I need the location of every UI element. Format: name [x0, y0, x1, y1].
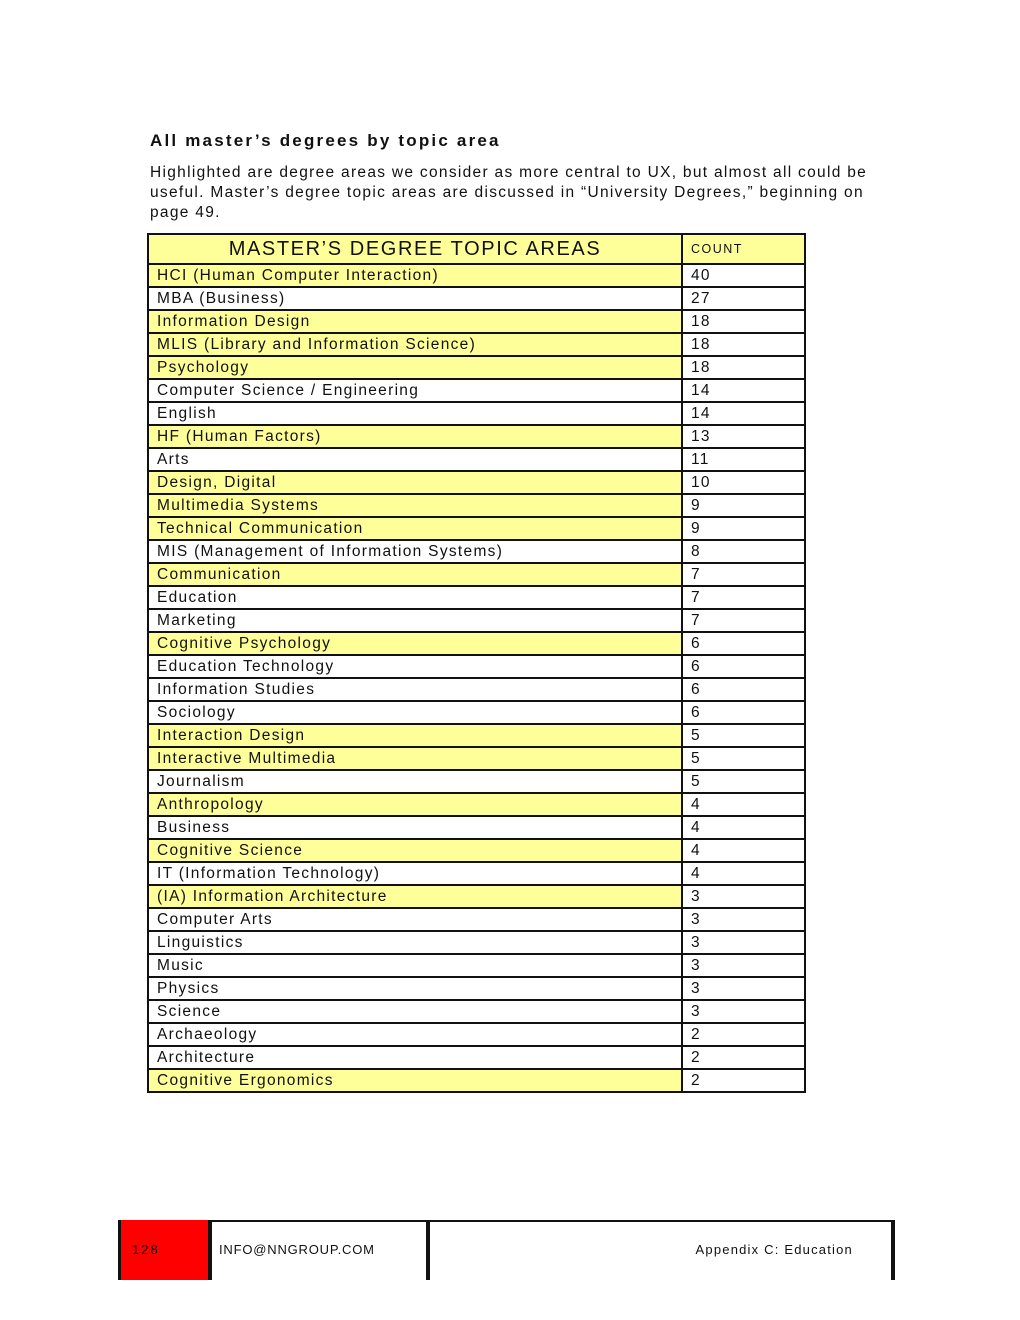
topic-cell: HCI (Human Computer Interaction)	[148, 264, 682, 287]
topic-cell: IT (Information Technology)	[148, 862, 682, 885]
topic-cell: Arts	[148, 448, 682, 471]
table-row	[148, 379, 805, 402]
count-cell: 3	[682, 1000, 805, 1023]
topic-cell: Design, Digital	[148, 471, 682, 494]
footer-divider	[426, 1220, 430, 1280]
table-row	[148, 908, 805, 931]
table-row	[148, 563, 805, 586]
topic-cell: Science	[148, 1000, 682, 1023]
table-row	[148, 540, 805, 563]
count-cell: 6	[682, 701, 805, 724]
topic-cell: Marketing	[148, 609, 682, 632]
topic-cell: Education Technology	[148, 655, 682, 678]
table-row	[148, 747, 805, 770]
topic-cell: Architecture	[148, 1046, 682, 1069]
degree-topics-table	[147, 233, 806, 1093]
topic-cell: Cognitive Science	[148, 839, 682, 862]
table-row	[148, 310, 805, 333]
table-row	[148, 586, 805, 609]
count-cell: 2	[682, 1069, 805, 1092]
table-row	[148, 356, 805, 379]
table-row	[148, 655, 805, 678]
topic-cell: Interactive Multimedia	[148, 747, 682, 770]
table-row	[148, 816, 805, 839]
count-cell: 13	[682, 425, 805, 448]
topic-cell: Cognitive Psychology	[148, 632, 682, 655]
page-number-block	[118, 1220, 210, 1280]
topic-cell: Linguistics	[148, 931, 682, 954]
page-footer	[118, 1220, 895, 1280]
section-heading: All master’s degrees by topic area	[150, 131, 501, 150]
topic-cell: Information Studies	[148, 678, 682, 701]
table-row	[148, 1046, 805, 1069]
footer-email: INFO@NNGROUP.COM	[219, 1242, 375, 1257]
count-cell: 7	[682, 563, 805, 586]
topic-cell: Music	[148, 954, 682, 977]
count-cell: 6	[682, 655, 805, 678]
count-cell: 40	[682, 264, 805, 287]
table-row	[148, 678, 805, 701]
count-cell: 3	[682, 931, 805, 954]
count-cell: 3	[682, 908, 805, 931]
topic-cell: (IA) Information Architecture	[148, 885, 682, 908]
table-row	[148, 448, 805, 471]
table-row	[148, 1000, 805, 1023]
header-topic: MASTER’S DEGREE TOPIC AREAS	[148, 234, 682, 264]
topic-cell: English	[148, 402, 682, 425]
table-row	[148, 954, 805, 977]
table-row	[148, 333, 805, 356]
topic-cell: MLIS (Library and Information Science)	[148, 333, 682, 356]
topic-cell: Interaction Design	[148, 724, 682, 747]
count-cell: 6	[682, 678, 805, 701]
table-row	[148, 1023, 805, 1046]
topic-cell: Journalism	[148, 770, 682, 793]
count-cell: 8	[682, 540, 805, 563]
table-row	[148, 701, 805, 724]
count-cell: 14	[682, 402, 805, 425]
topic-cell: Anthropology	[148, 793, 682, 816]
topic-cell: Communication	[148, 563, 682, 586]
table-body	[148, 264, 805, 1092]
table-row	[148, 287, 805, 310]
intro-paragraph: Highlighted are degree areas we consider as more central to UX, but almost all could be useful. Master’s degree topic areas are discussed in “University Degrees,” beginning on page 49.	[150, 164, 868, 221]
table-row	[148, 770, 805, 793]
count-cell: 9	[682, 517, 805, 540]
table-row	[148, 425, 805, 448]
table-row	[148, 793, 805, 816]
count-cell: 7	[682, 609, 805, 632]
table-row	[148, 862, 805, 885]
topic-cell: Psychology	[148, 356, 682, 379]
count-cell: 4	[682, 816, 805, 839]
table-row	[148, 931, 805, 954]
topic-cell: Computer Arts	[148, 908, 682, 931]
table-row	[148, 494, 805, 517]
topic-cell: Business	[148, 816, 682, 839]
topic-cell: MBA (Business)	[148, 287, 682, 310]
table-header-row	[148, 234, 805, 264]
count-cell: 5	[682, 747, 805, 770]
topic-cell: Computer Science / Engineering	[148, 379, 682, 402]
topic-cell: Cognitive Ergonomics	[148, 1069, 682, 1092]
topic-cell: Archaeology	[148, 1023, 682, 1046]
topic-cell: Information Design	[148, 310, 682, 333]
topic-cell: Physics	[148, 977, 682, 1000]
count-cell: 4	[682, 793, 805, 816]
count-cell: 9	[682, 494, 805, 517]
header-count: COUNT	[682, 234, 805, 264]
topic-cell: MIS (Management of Information Systems)	[148, 540, 682, 563]
count-cell: 3	[682, 885, 805, 908]
count-cell: 3	[682, 977, 805, 1000]
count-cell: 10	[682, 471, 805, 494]
count-cell: 6	[682, 632, 805, 655]
count-cell: 5	[682, 724, 805, 747]
table-row	[148, 885, 805, 908]
footer-rule	[118, 1220, 895, 1222]
topic-cell: Sociology	[148, 701, 682, 724]
count-cell: 18	[682, 333, 805, 356]
table-row	[148, 977, 805, 1000]
count-cell: 27	[682, 287, 805, 310]
table-row	[148, 471, 805, 494]
table-row	[148, 724, 805, 747]
topic-cell: Technical Communication	[148, 517, 682, 540]
footer-divider	[208, 1220, 212, 1280]
topic-cell: Multimedia Systems	[148, 494, 682, 517]
table-row	[148, 1069, 805, 1092]
count-cell: 2	[682, 1023, 805, 1046]
footer-section-title: Appendix C: Education	[695, 1242, 853, 1257]
count-cell: 7	[682, 586, 805, 609]
footer-divider	[891, 1220, 895, 1280]
count-cell: 2	[682, 1046, 805, 1069]
count-cell: 4	[682, 862, 805, 885]
table-row	[148, 402, 805, 425]
count-cell: 18	[682, 356, 805, 379]
count-cell: 14	[682, 379, 805, 402]
table-row	[148, 264, 805, 287]
count-cell: 11	[682, 448, 805, 471]
page-number: 128	[132, 1242, 160, 1257]
count-cell: 18	[682, 310, 805, 333]
count-cell: 3	[682, 954, 805, 977]
count-cell: 5	[682, 770, 805, 793]
table-row	[148, 517, 805, 540]
topic-cell: Education	[148, 586, 682, 609]
table-row	[148, 609, 805, 632]
count-cell: 4	[682, 839, 805, 862]
topic-cell: HF (Human Factors)	[148, 425, 682, 448]
table-row	[148, 632, 805, 655]
table-row	[148, 839, 805, 862]
